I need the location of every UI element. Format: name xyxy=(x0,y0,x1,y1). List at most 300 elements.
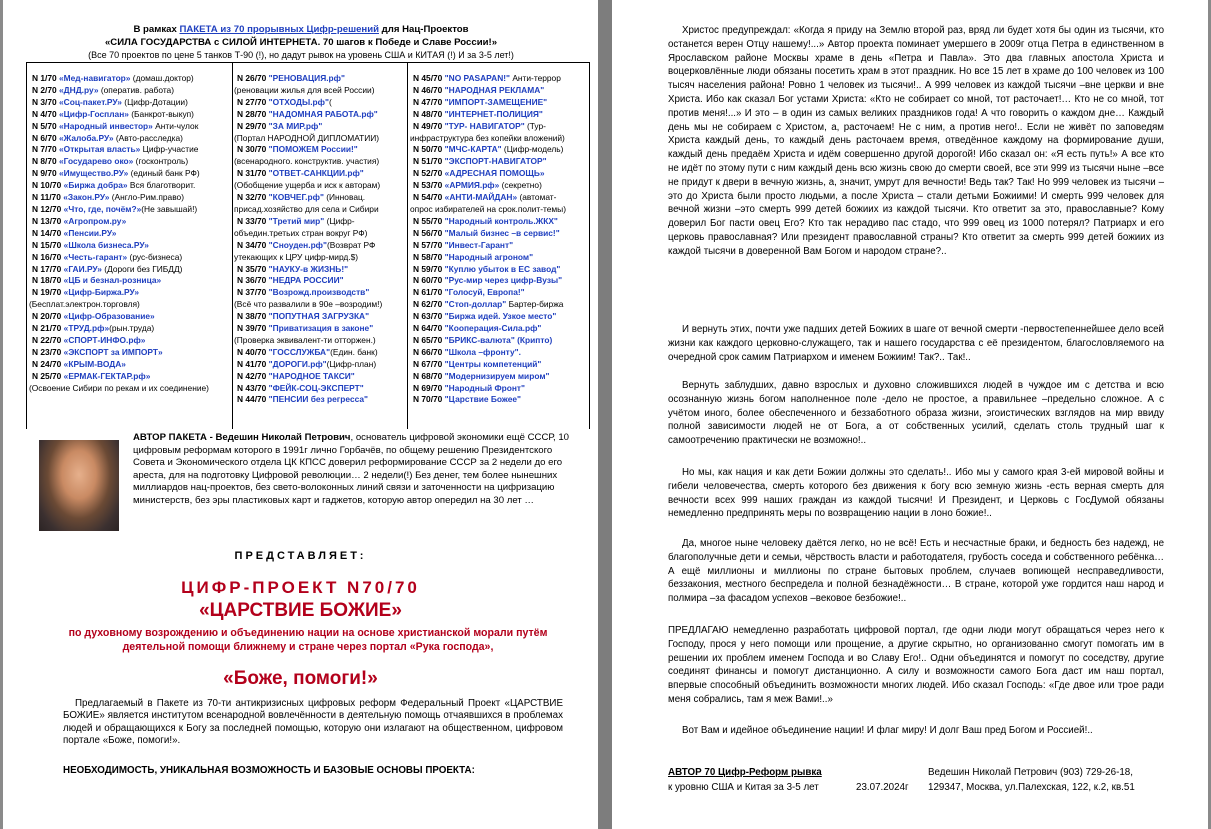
project-row xyxy=(408,287,589,299)
project-row xyxy=(27,299,232,311)
project-note: (Не завышай!) xyxy=(141,203,198,214)
project-number: N 68/70 xyxy=(413,370,443,381)
project-note: (Цифр-план) xyxy=(326,358,377,369)
project-note: (Бесплат.электрон.торговля) xyxy=(29,299,140,310)
project-number: N 41/70 xyxy=(237,358,267,369)
project-row xyxy=(408,204,589,216)
project-row xyxy=(408,180,589,192)
project-name-link[interactable]: "ИМПОРТ-ЗАМЕЩЕНИЕ" xyxy=(444,96,548,107)
projects-column-2 xyxy=(232,63,408,429)
project-row xyxy=(232,335,407,347)
project-name-link[interactable]: "Рус-мир через цифр-Вузы" xyxy=(444,275,563,286)
project-name-link[interactable]: «АДРЕСНАЯ ПОМОЩЬ» xyxy=(444,168,545,179)
project-note: (Портал НАРОДНОЙ ДИПЛОМАТИИ) xyxy=(234,132,380,143)
header-line-3: (Все 70 проектов по цене 5 танков Т-90 (!), но дадут рывок на уровень США и КИТАЯ (!) И за 3-5 лет!) xyxy=(88,50,514,60)
project-note: (автомат- xyxy=(517,192,557,203)
project-name-link[interactable]: «КРЫМ-ВОДА» xyxy=(63,358,126,369)
project-row xyxy=(232,359,407,371)
project-name-link[interactable]: «Что, где, почём?» xyxy=(63,203,142,214)
project-number: N 32/70 xyxy=(237,192,267,203)
project-row xyxy=(27,335,232,347)
project-note: (Проверка эквивалент-ти отторжен.) xyxy=(234,334,376,345)
project-row xyxy=(27,275,232,287)
project-number: N 54/70 xyxy=(413,192,443,203)
project-note: Анти-террор xyxy=(510,73,561,83)
project-note: (Авто-расследка) xyxy=(113,132,183,143)
project-name-link[interactable]: «Жалоба.РУ» xyxy=(59,132,114,143)
project-number: N 40/70 xyxy=(237,346,267,357)
project-note: Цифр-участие xyxy=(140,144,199,155)
project-name-link[interactable]: «Цифр-Образование» xyxy=(63,311,155,322)
project-row xyxy=(408,97,589,109)
project-name-link[interactable]: «ЕРМАК-ГЕКТАР.рф» xyxy=(63,370,151,381)
project-name-link[interactable]: "КОВЧЕГ.рф" xyxy=(268,192,324,203)
project-row xyxy=(232,133,407,145)
project-number: N 65/70 xyxy=(413,334,443,345)
paragraph-6 xyxy=(668,624,1164,707)
project-number: N 2/70 xyxy=(32,84,57,95)
project-name-link[interactable]: «Агропром.ру» xyxy=(63,215,127,226)
project-row xyxy=(232,287,407,299)
project-note: (Англо-Рим.право) xyxy=(109,192,185,203)
project-name-link[interactable]: "Стоп-доллар" xyxy=(444,299,507,310)
project-name-link[interactable]: "Царствие Божее" xyxy=(444,394,522,405)
signature-subtitle: к уровню США и Китая за 3-5 лет xyxy=(668,781,819,793)
project-row xyxy=(232,323,407,335)
project-name-link[interactable]: «Государево око» xyxy=(59,156,134,167)
project-number: N 50/70 xyxy=(413,144,443,155)
project-note: (Дороги без ГИБДД) xyxy=(101,263,183,274)
header-suffix: для Нац-Проектов xyxy=(379,24,469,35)
project-number: N 8/70 xyxy=(32,156,57,167)
project-row xyxy=(27,73,232,85)
project-name-link[interactable]: «АНТИ-МАЙДАН» xyxy=(444,192,518,203)
project-number: N 57/70 xyxy=(413,239,443,250)
project-note: объедин.третьих стран вокруг РФ) xyxy=(234,227,368,238)
project-row xyxy=(27,156,232,168)
project-number: N 14/70 xyxy=(32,227,62,238)
project-number: N 21/70 xyxy=(32,323,62,334)
project-row xyxy=(232,192,407,204)
project-number: N 27/70 xyxy=(237,96,267,107)
project-row xyxy=(408,133,589,145)
project-number: N 51/70 xyxy=(413,156,443,167)
paragraph-7 xyxy=(668,724,1164,738)
project-note: (Обобщение ущерба и иск к авторам) xyxy=(234,180,381,191)
project-row xyxy=(27,264,232,276)
project-number: N 16/70 xyxy=(32,251,62,262)
signature-title: АВТОР 70 Цифр-Реформ рывка xyxy=(668,767,822,778)
project-row xyxy=(232,144,407,156)
project-row xyxy=(408,335,589,347)
project-name-link[interactable]: "Народный агроном" xyxy=(444,251,534,262)
project-note: (рын.труда) xyxy=(109,323,155,334)
project-row xyxy=(232,311,407,323)
project-row xyxy=(27,133,232,145)
project-name-link[interactable]: "Школа –фронту". xyxy=(444,346,521,357)
project-number: N 25/70 xyxy=(32,370,62,381)
project-name-link[interactable]: "Центры компетенций" xyxy=(444,358,542,369)
project-number: N 55/70 xyxy=(413,215,443,226)
project-row xyxy=(27,311,232,323)
project-name-link[interactable]: «Мед-навигатор» xyxy=(59,73,131,83)
project-row xyxy=(232,180,407,192)
author-paragraph xyxy=(133,432,573,507)
project-name-link[interactable]: "Приватизация в законе" xyxy=(268,323,374,334)
signature-address: 129347, Москва, ул.Палехская, 122, к.2, кв.51 xyxy=(928,781,1135,793)
project-name-link[interactable]: «Цифр-Госплан» xyxy=(59,108,129,119)
project-note: (Тур- xyxy=(524,120,546,131)
project-row xyxy=(232,299,407,311)
project-row xyxy=(27,347,232,359)
project-name-link[interactable]: «Школа бизнеса.РУ» xyxy=(63,239,149,250)
project-number: N 26/70 xyxy=(237,73,267,83)
project-name-link[interactable]: "БРИКС-валюта" (Крипто) xyxy=(444,334,553,345)
paragraph-2 xyxy=(668,323,1164,364)
signature-block xyxy=(668,766,1168,795)
signature-author: Ведешин Николай Петрович (903) 729-26-18, xyxy=(928,767,1133,778)
project-number: N 63/70 xyxy=(413,311,443,322)
project-name-link[interactable]: "НАУКУ-в ЖИЗНЬ!" xyxy=(268,263,349,274)
project-name-link[interactable]: "Возрожд.производств" xyxy=(268,287,370,298)
project-row xyxy=(232,371,407,383)
project-row xyxy=(232,275,407,287)
project-row xyxy=(408,359,589,371)
project-number: N 31/70 xyxy=(237,168,267,179)
project-name-link[interactable]: "ИНТЕРНЕТ-ПОЛИЦИЯ" xyxy=(444,108,543,119)
project-note: Вся благотворит. xyxy=(127,180,196,191)
project-name-link[interactable]: "Третий мир" xyxy=(268,215,325,226)
project-number: N 36/70 xyxy=(237,275,267,286)
project-number: N 3/70 xyxy=(32,96,57,107)
project-row xyxy=(27,97,232,109)
paragraph-1 xyxy=(668,24,1164,259)
project-name-link[interactable]: «Имущество.РУ» xyxy=(59,168,129,179)
project-note: (секретно) xyxy=(499,180,542,191)
project-note: ( xyxy=(328,96,332,107)
project-number: N 42/70 xyxy=(237,370,267,381)
project-row xyxy=(27,216,232,228)
project-number: N 53/70 xyxy=(413,180,443,191)
project-name-link[interactable]: «Пенсии.РУ» xyxy=(63,227,117,238)
project-note: (Возврат РФ xyxy=(326,239,376,250)
project-name-link[interactable]: "НЕДРА РОССИИ" xyxy=(268,275,344,286)
page-gap xyxy=(598,0,612,829)
project-note: опрос избирателей на срок.полит-темы) xyxy=(410,203,566,214)
project-row xyxy=(27,323,232,335)
project-number: N 62/70 xyxy=(413,299,443,310)
project-name-link[interactable]: "Народный контроль.ЖКХ" xyxy=(444,215,558,226)
project-number: N 60/70 xyxy=(413,275,443,286)
project-number: N 70/70 xyxy=(413,394,443,405)
project-number: N 6/70 xyxy=(32,132,57,143)
project-note: (единый банк РФ) xyxy=(128,168,200,179)
project-name-link[interactable]: «Открытая власть» xyxy=(59,144,141,155)
project-name-link[interactable]: "ПЕНСИИ без регресса" xyxy=(268,394,369,405)
project-number: N 30/70 xyxy=(237,144,267,155)
portal-name: «Боже, помоги!» xyxy=(223,668,378,689)
project-name-link[interactable]: "Инвест-Гарант" xyxy=(444,239,514,250)
project-note: (Цифр- xyxy=(324,215,355,226)
project-row xyxy=(408,144,589,156)
project-number: N 33/70 xyxy=(237,215,267,226)
project-name-link[interactable]: «Цифр-Биржа.РУ» xyxy=(63,287,140,298)
project-name-link[interactable]: "ТУР- НАВИГАТОР" xyxy=(444,120,525,131)
project-row xyxy=(232,121,407,133)
paragraph-4-text: Но мы, как нация и как дети Божии должны это сделать!.. Ибо мы у самого края 3-ей мировой войны и гибели человечества, смерть которого без движения к богу всю земную жизнь -есть верная смерть для вечности всех 999 наших граждан из каждой тысячи! И Президент, и Церковь с ГосДумой обязаны немедленно предпринять меры по возвращению нации в лоно божие!.. xyxy=(668,467,1164,520)
paragraph-1-text: Христос предупреждал: «Когда я приду на Землю второй раз, вряд ли будет хотя бы один из тысячи, кто останется верен Отцу нашему!...» Автор проекта поминает умершего в 2009г отца Петра в единственном в Ярославском районе Москвы храме в день «Петра и Павла». Это два главных апостола Христа и воцерковлённые люди обязаны посетить храм в этот праздник. Но все 15 лет в храме до 100 человек из 100 тысяч населения района! Ровно 1 человек из тысячи!.. А 999 человек из каждой тысячи –вне церкви и вне Христа. Ибо как сказал Бог устами Христа: «Кто не собирает со мной, тот расточает!… Кто не со мной, тот против меня!...» И это – в один из самых великих праздников года! А что говорить о каждом дне… Каждый день мы не собираем с Христом, а, расточаем! Не с ним, а против него!.. Если не живёт по заповедям Христа каждый день, то каждый день расточаем время, отведённое каждому на формирование души, каждый день предаём Христа и идём совершенно другой дорогой! Ибо сказал он: «Я есть путь!» А все кто не идёт по этому пути с ним каждый день всю жизнь свою до смерти своей, все эти 999 из тысячи ныне –все не придут к двери в вечную жизнь, а, значит, умрут для вечности! Ведь так? Так! Но 999 человек из тысячи –это до Христа были просто людьми, а после Христа – стали детьми Божиими! И смерть 999 человек для вечной жизни –это смерть 999 детей божиих из каждой тысячи. Кто ответит за это, православные? Кому доверил Бог пасти овец Его? Кто так нерадиво пас стадо, что 999 овец из 1000 потерял? Патриарх и его церковь православная? Или президент православной страны? Кто ответит за смерть 999 детей божиих из каждой тысячи в доверенной Вам Богом и народом стране?.. xyxy=(668,25,1164,257)
project-row xyxy=(27,168,232,180)
project-name-link[interactable]: "ПОМОЖЕМ России!" xyxy=(268,144,358,155)
project-number: N 69/70 xyxy=(413,382,443,393)
project-name-link[interactable]: «ЭКСПОРТ за ИМПОРТ» xyxy=(63,346,163,357)
project-name-link[interactable]: «Честь-гарант» xyxy=(63,251,128,262)
project-row xyxy=(408,85,589,97)
project-number: N 13/70 xyxy=(32,215,62,226)
project-name-link[interactable]: «Соц-пакет.РУ» xyxy=(59,96,122,107)
intro-paragraph: Предлагаемый в Пакете из 70-ти антикризисных цифровых реформ Федеральный Проект «ЦАРСТВИЕ БОЖИЕ» является институтом всенародной вовлечённости в деятельную помощь отчаявшихся в проблемах людей и обращающихся к Богу за последней помощью, которую они излагают на общественном, цифровом портале «Боже, помоги!». xyxy=(63,698,563,747)
project-number: N 18/70 xyxy=(32,275,62,286)
paragraph-3-text: Вернуть заблудших, давно взрослых и духовно сложившихся людей в чуждое им с детства и всю осознанную жизнь богом наполненное поле -дело не простое, а правильнее –предельно сложное. А с учётом иного, более обеспеченного и беззаботного образа жизни, эгоистических взглядов на мир ввиду полной зависимости людей не от Бога, а от собственных усилий, сделать столь трудный шаг к самоотречению практически не возможно!.. xyxy=(668,380,1164,447)
paragraph-5 xyxy=(668,537,1164,606)
project-name-link[interactable]: «ЦБ и безнал-розница» xyxy=(63,275,162,286)
project-name-link[interactable]: «ДНД.ру» xyxy=(59,84,99,95)
project-name-link[interactable]: "Малый бизнес –в сервис!" xyxy=(444,227,560,238)
header-prefix: В рамках xyxy=(133,24,180,35)
project-number: N 59/70 xyxy=(413,263,443,274)
project-note: (Цифр-Дотации) xyxy=(121,96,188,107)
project-number: N 44/70 xyxy=(237,394,267,405)
project-number: N 56/70 xyxy=(413,227,443,238)
project-number: N 67/70 xyxy=(413,358,443,369)
paragraph-4 xyxy=(668,466,1164,521)
project-row xyxy=(232,228,407,240)
project-number: N 45/70 xyxy=(413,73,443,83)
paragraph-2-text: И вернуть этих, почти уже падших детей Божиих в шаге от вечной смерти -первостепеннейшее дело всей жизни как каждого церковно-служащего, так и нашего государства с её президентом, благословляемого на очередной срок самим Патриархом и именем Божиим! Так?.. Так!.. xyxy=(668,324,1164,363)
project-name-link[interactable]: "НАРОДНАЯ РЕКЛАМА" xyxy=(444,84,545,95)
project-row xyxy=(408,240,589,252)
project-row xyxy=(27,383,232,395)
project-row xyxy=(408,109,589,121)
project-note: (оператив. работа) xyxy=(98,84,175,95)
header-line-1 xyxy=(21,24,581,36)
project-name-link[interactable]: "NO PASAPAN!" xyxy=(444,73,510,83)
project-row xyxy=(408,192,589,204)
project-name-link[interactable]: «АРМИЯ.рф» xyxy=(444,180,500,191)
project-number: N 11/70 xyxy=(32,192,61,203)
project-note: (Освоение Сибири по рекам и их соединение) xyxy=(29,382,209,393)
project-number: N 64/70 xyxy=(413,323,443,334)
project-name-link[interactable]: "ПОПУТНАЯ ЗАГРУЗКА" xyxy=(268,311,370,322)
project-name-link[interactable]: "ЗА МИР.рф" xyxy=(268,120,323,131)
project-name-link[interactable]: "НАРОДНОЕ ТАКСИ" xyxy=(268,370,355,381)
project-name-link[interactable]: "Кооперация-Сила.рф" xyxy=(444,323,542,334)
project-number: N 46/70 xyxy=(413,84,443,95)
project-row xyxy=(408,216,589,228)
project-name-link[interactable]: "Куплю убыток в ЕС завод" xyxy=(444,263,561,274)
project-name-link[interactable]: «Биржа добра» xyxy=(63,180,128,191)
project-name-link[interactable]: «Народный инвестор» xyxy=(59,120,153,131)
project-number: N 35/70 xyxy=(237,263,267,274)
project-number: N 4/70 xyxy=(32,108,57,119)
author-label: АВТОР ПАКЕТА - xyxy=(133,432,213,443)
project-number: N 1/70 xyxy=(32,73,57,83)
project-number: N 39/70 xyxy=(237,323,267,334)
project-number: N 24/70 xyxy=(32,358,62,369)
project-row xyxy=(232,85,407,97)
project-note: (госконтроль) xyxy=(133,156,189,167)
project-note: (Банкрот-выкуп) xyxy=(128,108,194,119)
document-page-right xyxy=(612,0,1208,829)
signature-date: 23.07.2024г xyxy=(856,781,909,793)
project-row xyxy=(408,323,589,335)
project-row xyxy=(232,204,407,216)
project-number: N 49/70 xyxy=(413,120,443,131)
project-name-link[interactable]: "Модернизируем миром" xyxy=(444,370,550,381)
project-number: N 29/70 xyxy=(237,120,267,131)
project-row xyxy=(408,275,589,287)
author-bio: , основатель цифровой экономики ещё СССР, 10 цифровым реформам которого в 1991г лично Горбачёв, по общему решению Президентского Совета и Экономического отдела ЦК КПСС доверил реформирование СССР за 2 недели до его ареста, для на подготовку Цифровой революции… 2 недели(!) Без денег, тем более нынешних миллиардов нац-проектов, без свето-волоконных линий связи и заточенности на цифризацию министерств, без эры пластиковых карт и гаджетов, которую автор опередил на 30 лет … xyxy=(133,432,569,506)
project-number: N 38/70 xyxy=(237,311,267,322)
project-row xyxy=(27,180,232,192)
project-number: N 9/70 xyxy=(32,168,57,179)
project-code: ЦИФР-ПРОЕКТ N70/70 xyxy=(181,578,420,597)
project-number: N 7/70 xyxy=(32,144,57,155)
project-row xyxy=(408,252,589,264)
project-name-link[interactable]: "ОТВЕТ-САНКЦИИ.рф" xyxy=(268,168,364,179)
project-number: N 17/70 xyxy=(32,263,62,274)
presents-heading: ПРЕДСТАВЛЯЕТ: xyxy=(234,550,367,562)
project-note: (всенародного. конструктив. участия) xyxy=(234,156,380,167)
project-note: (Инновац. xyxy=(323,192,366,203)
project-row xyxy=(27,228,232,240)
project-note: инфраструктура без копейки вложений) xyxy=(410,132,565,143)
project-row xyxy=(27,252,232,264)
project-name-link[interactable]: "ЭКСПОРТ-НАВИГАТОР" xyxy=(444,156,547,167)
project-note: (Всё что развалили в 90е –возродим!) xyxy=(234,299,383,310)
project-note: Бартер-биржа xyxy=(506,299,564,310)
project-number: N 66/70 xyxy=(413,346,443,357)
project-number: N 37/70 xyxy=(237,287,267,298)
project-name-link[interactable]: "Народный Фронт" xyxy=(444,382,525,393)
project-number: N 19/70 xyxy=(32,287,62,298)
project-name-link[interactable]: «ГАИ.РУ» xyxy=(63,263,102,274)
project-row xyxy=(232,252,407,264)
project-row xyxy=(408,156,589,168)
project-name-link[interactable]: "ФЕЙК-СОЦ-ЭКСПЕРТ" xyxy=(268,382,364,393)
project-name-link[interactable]: "Сноуден.рф" xyxy=(268,239,327,250)
project-row xyxy=(408,121,589,133)
project-row xyxy=(232,264,407,276)
project-row xyxy=(27,109,232,121)
paragraph-7-text: Вот Вам и идейное объединение нации! И флаг миру! И долг Ваш пред Богом и Россией!.. xyxy=(682,725,1093,736)
project-name: «ЦАРСТВИЕ БОЖИЕ» xyxy=(199,600,402,621)
project-row xyxy=(408,394,589,406)
project-name-link[interactable]: "МЧС-КАРТА" xyxy=(444,144,502,155)
project-note: (Цифр-модель) xyxy=(501,144,564,155)
paragraph-3 xyxy=(668,379,1164,448)
project-row xyxy=(232,394,407,406)
project-name-link[interactable]: "РЕНОВАЦИЯ.рф" xyxy=(268,73,345,83)
project-description: по духовному возрождению и объединению нации на основе христианской морали путём деятельной помощи ближнему и стране через портал «Рука господа», xyxy=(68,627,548,653)
project-number: N 28/70 xyxy=(237,108,267,119)
project-number: N 58/70 xyxy=(413,251,443,262)
project-note: Анти-чулок xyxy=(152,120,199,131)
project-row xyxy=(27,204,232,216)
project-row xyxy=(408,168,589,180)
project-name-link[interactable]: «ТРУД.рф» xyxy=(63,323,110,334)
necessity-heading: НЕОБХОДИМОСТЬ, УНИКАЛЬНАЯ ВОЗМОЖНОСТЬ И БАЗОВЫЕ ОСНОВЫ ПРОЕКТА: xyxy=(63,765,475,776)
project-number: N 61/70 xyxy=(413,287,443,298)
paragraph-6-text: ПРЕДЛАГАЮ немедленно разработать цифровой портал, где одни люди могут обращаться через него к Господу, прося у него помощи или прощение, а другие скрытно, но организованно смогут помогать им в решении их проблем именем Господа и во Славу Его!.. Одни объединятся и помогут по соседству, другие соединят финансы и помогут дистанционно. А силу и возможности самого Бога даст им наш портал, впервые способный объединить возможности многих людей. Ибо сказал Господь: «Где двое или трое ради меня собрались, там я меж Вами!..» xyxy=(668,625,1164,705)
project-row xyxy=(408,299,589,311)
author-name: Ведешин Николай Петрович xyxy=(215,432,351,443)
project-row xyxy=(408,371,589,383)
project-row xyxy=(232,347,407,359)
project-name-link[interactable]: «СПОРТ-ИНФО.рф» xyxy=(63,334,146,345)
project-note: (Един. банк) xyxy=(330,346,378,357)
project-row xyxy=(232,216,407,228)
project-name-link[interactable]: "Голосуй, Европа!" xyxy=(444,287,525,298)
project-name-link[interactable]: "НАДОМНАЯ РАБОТА.рф" xyxy=(268,108,378,119)
project-row xyxy=(408,228,589,240)
project-number: N 20/70 xyxy=(32,311,62,322)
project-row xyxy=(27,192,232,204)
project-row xyxy=(232,168,407,180)
projects-column-1 xyxy=(27,63,233,429)
project-number: N 15/70 xyxy=(32,239,62,250)
project-number: N 47/70 xyxy=(413,96,443,107)
project-note: (рус-бизнеса) xyxy=(127,251,183,262)
project-row xyxy=(232,156,407,168)
project-name-link[interactable]: "ОТХОДЫ.рф" xyxy=(268,96,329,107)
project-row xyxy=(232,73,407,85)
paragraph-5-text: Да, многое ныне человеку даётся легко, но не всё! Есть и несчастные браки, и бедность без надежд, не благополучные дети и семьи, чёрствость власти и работодателя, грубость соседа и собственного ребёнка… А ещё миллионы и миллионы по стране бытовых проблем, случаев вопиющей несправедливости, беззакония, местного беспредела и полной безнадёжности… В стране, которой уже гордится наш народ и полмира –за фасадом успехов –вековое безбожие!.. xyxy=(668,538,1164,605)
project-note: утекающих к ЦРУ цифр-мирд.$) xyxy=(234,251,359,262)
project-number: N 5/70 xyxy=(32,120,57,131)
project-row xyxy=(232,240,407,252)
project-number: N 34/70 xyxy=(237,239,267,250)
project-row xyxy=(27,287,232,299)
project-number: N 22/70 xyxy=(32,334,62,345)
project-row xyxy=(408,264,589,276)
project-number: N 43/70 xyxy=(237,382,267,393)
project-note: присад.хозяйство для села и Сибири xyxy=(234,203,379,214)
project-row xyxy=(232,97,407,109)
project-name-link[interactable]: "ГОССЛУЖБА" xyxy=(268,346,331,357)
project-number: N 23/70 xyxy=(32,346,62,357)
project-number: N 12/70 xyxy=(32,203,62,214)
project-row xyxy=(27,144,232,156)
project-name-link[interactable]: "Биржа идей. Узкое место" xyxy=(444,311,557,322)
project-row xyxy=(27,121,232,133)
project-row xyxy=(408,347,589,359)
projects-column-3 xyxy=(408,63,589,429)
header-line-2: «СИЛА ГОСУДАРСТВА с СИЛОЙ ИНТЕРНЕТА. 70 шагов к Победе и Славе России!» xyxy=(104,37,498,48)
project-row xyxy=(27,359,232,371)
project-row xyxy=(232,109,407,121)
project-row xyxy=(27,85,232,97)
project-number: N 10/70 xyxy=(32,180,62,191)
project-note: (домаш.доктор) xyxy=(130,73,194,83)
project-row xyxy=(408,311,589,323)
project-note: (реновации жилья для всей России) xyxy=(234,84,375,95)
projects-table xyxy=(26,62,590,429)
package-link[interactable]: ПАКЕТА из 70 прорывных Цифр-решений xyxy=(179,24,379,35)
project-name-link[interactable]: "ДОРОГИ.рф" xyxy=(268,358,327,369)
project-name-link[interactable]: «Закон.РУ» xyxy=(63,192,110,203)
project-row xyxy=(232,383,407,395)
